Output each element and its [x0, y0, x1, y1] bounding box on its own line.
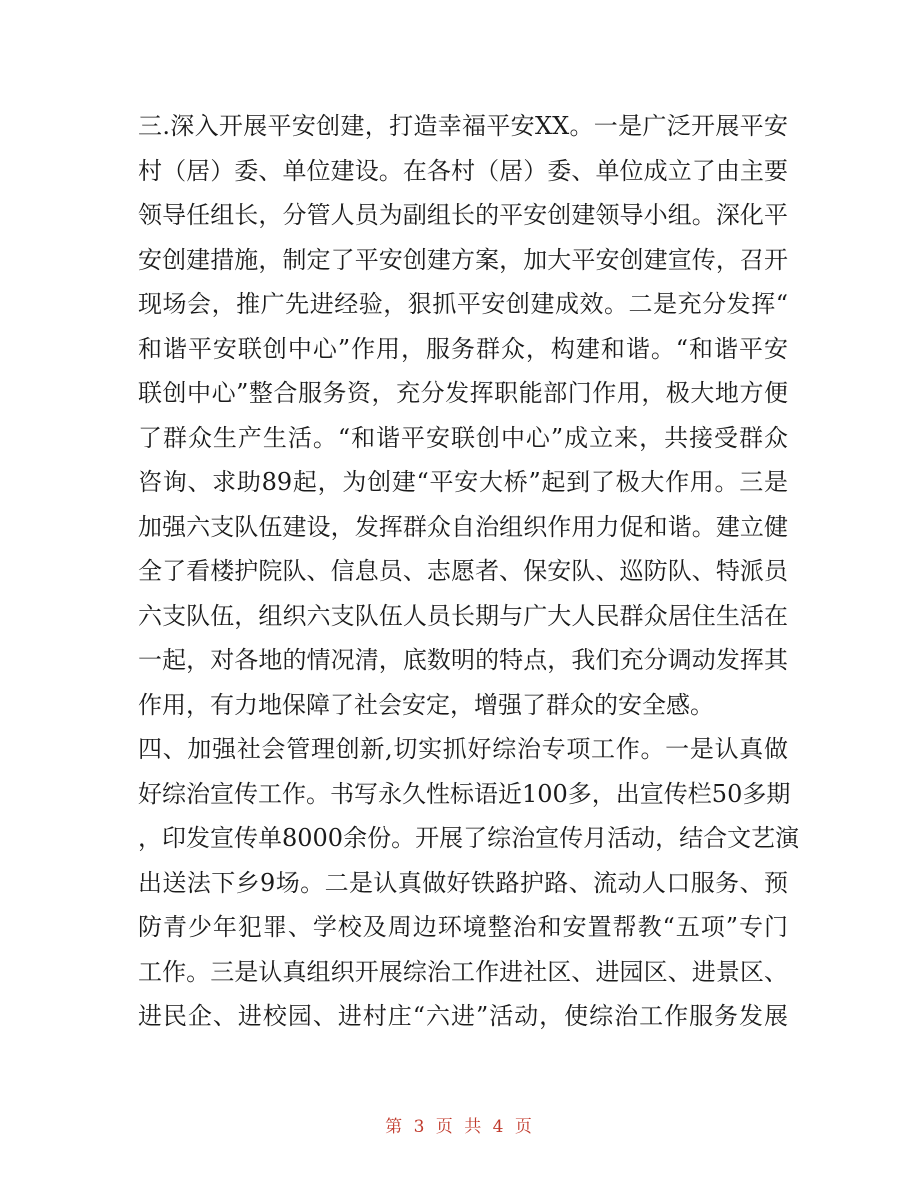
text-line: 咨询、求助89起，为创建“平安大桥”起到了极大作用。三是: [138, 468, 788, 496]
text-line: 作用，有力地保障了社会安定，增强了群众的安全感。: [138, 690, 714, 719]
page-number-footer: 第 3 页 共 4 页: [385, 1117, 535, 1137]
text-line: 一起，对各地的情况清，底数明的特点，我们充分调动发挥其: [138, 646, 788, 674]
text-line: ，印发宣传单8000余份。开展了综治宣传月活动，结合文艺演: [138, 824, 800, 852]
text-line: 联创中心”整合服务资，充分发挥职能部门作用，极大地方便: [138, 379, 788, 407]
text-line: 进民企、进校园、进村庄“六进”活动，使综治工作服务发展: [138, 1002, 788, 1030]
text-line: 和谐平安联创中心”作用，服务群众，构建和谐。“和谐平安: [138, 334, 788, 363]
text-line: 防青少年犯罪、学校及周边环境整治和安置帮教“五项”专门: [138, 913, 788, 941]
document-body: [138, 104, 800, 1039]
text-line: 四、加强社会管理创新,切实抓好综治专项工作。一是认真做: [138, 735, 788, 763]
text-line: 加强六支队伍建设，发挥群众自治组织作用力促和谐。建立健: [138, 512, 788, 541]
text-line: 好综治宣传工作。书写永久性标语近100多，出宣传栏50多期: [138, 779, 791, 808]
text-line: 三.深入开展平安创建，打造幸福平安XX。一是广泛开展平安: [138, 112, 788, 140]
text-line: 全了看楼护院队、信息员、志愿者、保安队、巡防队、特派员: [138, 557, 788, 585]
text-line: 了群众生产生活。“和谐平安联创中心”成立来，共接受群众: [138, 423, 788, 452]
text-line: 现场会，推广先进经验，狠抓平安创建成效。二是充分发挥“: [138, 290, 788, 318]
text-line: 工作。三是认真组织开展综治工作进社区、进园区、进景区、: [138, 957, 788, 986]
text-line: 领导任组长，分管人员为副组长的平安创建领导小组。深化平: [138, 201, 788, 229]
text-line: 出送法下乡9场。二是认真做好铁路护路、流动人口服务、预: [138, 868, 788, 897]
text-line: 村（居）委、单位建设。在各村（居）委、单位成立了由主要: [138, 156, 788, 185]
text-line: 六支队伍，组织六支队伍人员长期与广大人民群众居住生活在: [138, 601, 788, 630]
text-line: 安创建措施，制定了平安创建方案，加大平安创建宣传，召开: [138, 245, 788, 274]
